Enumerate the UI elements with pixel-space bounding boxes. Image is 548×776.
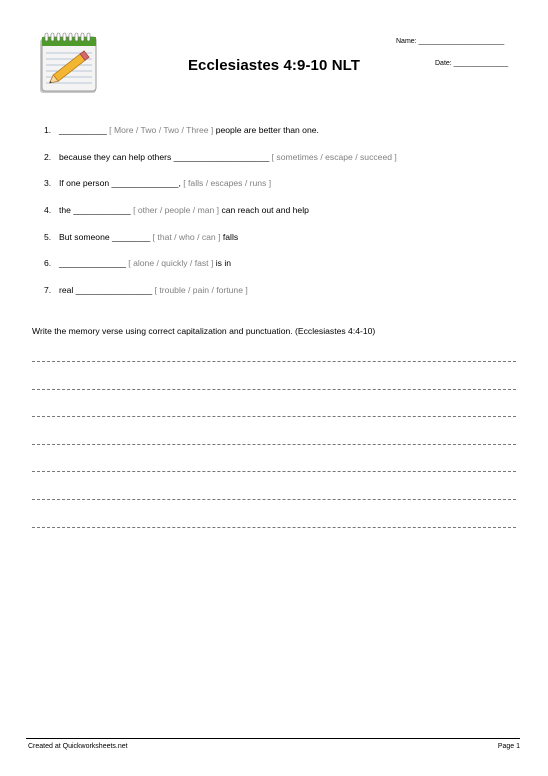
item-text: can reach out and help — [221, 205, 309, 216]
item-text: If one person ______________, — [59, 178, 181, 189]
item-choices: [ trouble / pain / fortune ] — [152, 285, 248, 296]
item-number: 6. — [44, 258, 52, 269]
item-number: 4. — [44, 205, 52, 216]
writing-line[interactable] — [32, 471, 516, 473]
date-field-label: Date: ______________ — [435, 60, 509, 67]
item-choices: [ other / people / man ] — [130, 205, 222, 216]
name-field-label: Name: ______________________ — [396, 38, 505, 45]
item-text: __________ — [59, 125, 107, 135]
list-item — [44, 151, 397, 178]
item-number: 2. — [44, 151, 52, 162]
item-text: ______________ — [59, 258, 126, 269]
writing-line[interactable] — [32, 444, 516, 446]
item-text: because they can help others ____________________ — [59, 151, 270, 162]
item-number: 5. — [44, 231, 52, 242]
page-title: Ecclesiastes 4:9-10 NLT — [187, 57, 361, 74]
item-number: 1. — [44, 125, 52, 135]
item-text: is in — [215, 258, 232, 269]
list-item — [44, 124, 397, 151]
item-choices: [ alone / quickly / fast ] — [125, 258, 216, 269]
item-number: 7. — [44, 285, 52, 296]
list-item — [44, 177, 397, 204]
writing-line[interactable] — [32, 389, 516, 391]
footer-credit: Created at Quickworksheets.net — [28, 743, 128, 750]
page-number: Page 1 — [497, 743, 520, 750]
list-item — [44, 257, 397, 284]
item-text: the ____________ — [59, 205, 131, 216]
item-text: But someone ________ — [59, 231, 151, 242]
item-text: real ________________ — [59, 285, 153, 296]
item-choices: [ sometimes / escape / succeed ] — [269, 151, 397, 162]
writing-lines — [32, 361, 516, 554]
item-text: falls — [222, 231, 239, 242]
fill-in-blank-list — [44, 124, 397, 311]
item-number: 3. — [44, 178, 52, 189]
item-text: people are better than one. — [215, 125, 319, 135]
list-item — [44, 204, 397, 231]
list-item — [44, 284, 397, 311]
list-item — [44, 231, 397, 258]
writing-line[interactable] — [32, 361, 516, 363]
writing-line[interactable] — [32, 499, 516, 501]
item-choices: [ More / Two / Two / Three ] — [106, 125, 216, 135]
item-choices: [ that / who / can ] — [150, 231, 223, 242]
footer-divider — [26, 738, 520, 739]
instructions: Write the memory verse using correct capitalization and punctuation. (Ecclesiastes 4:4-10) — [32, 326, 376, 336]
writing-line[interactable] — [32, 527, 516, 529]
item-choices: [ falls / escapes / runs ] — [180, 178, 272, 189]
writing-line[interactable] — [32, 416, 516, 418]
